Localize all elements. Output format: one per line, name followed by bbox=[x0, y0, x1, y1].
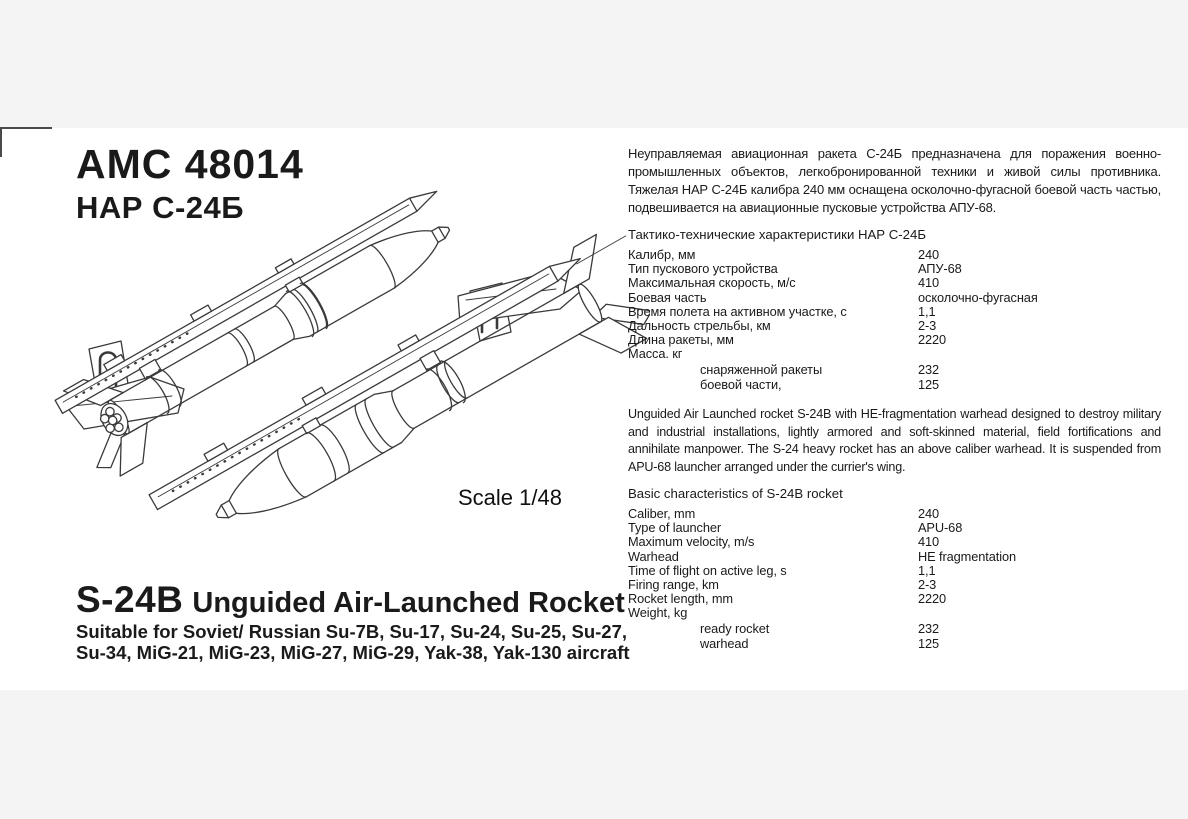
spec-label: Тип пускового устройства bbox=[628, 261, 778, 277]
spec-label: Максимальная скорость, м/с bbox=[628, 275, 796, 291]
corner-crop-mark bbox=[0, 127, 52, 129]
spec-value: 232 bbox=[918, 620, 940, 636]
spec-row bbox=[628, 248, 1161, 262]
spec-value: 240 bbox=[918, 247, 940, 262]
suitable-aircraft-line2: Su-34, MiG-21, MiG-23, MiG-27, MiG-29, Yak-38, Yak-130 aircraft bbox=[76, 642, 630, 663]
spec-label: Боевая часть bbox=[628, 289, 707, 305]
spec-table-title-en: Basic characteristics of S-24B rocket bbox=[628, 486, 843, 502]
spec-label: Длина ракеты, мм bbox=[628, 332, 734, 348]
description-paragraph-ru: Неуправляемая авиационная ракета С-24Б предназначена для поражения военно-промышленных объектов, легкобронированной техники и живой силы противника. Тяжелая НАР С-24Б калибра 240 мм оснащена осколочно-фугасной боевой часть частью, подвешивается на авиационные пусковые устройства АПУ-68. bbox=[628, 146, 1161, 215]
spec-row bbox=[628, 637, 1161, 651]
spec-label: Дальность стрельбы, км bbox=[628, 318, 771, 334]
product-title-subtitle: Unguided Air-Launched Rocket bbox=[192, 587, 625, 619]
spec-value: 125 bbox=[918, 635, 940, 651]
spec-value: 240 bbox=[918, 506, 940, 522]
spec-row bbox=[628, 507, 1161, 521]
spec-label: Caliber, mm bbox=[628, 506, 696, 522]
spec-row bbox=[628, 564, 1161, 578]
spec-table-title-ru: Тактико-технические характеристики НАР С-24Б bbox=[628, 227, 926, 242]
suitable-aircraft bbox=[76, 621, 630, 663]
spec-label: Warhead bbox=[628, 548, 679, 564]
spec-label: Firing range, km bbox=[628, 577, 719, 593]
spec-value: HE fragmentation bbox=[918, 548, 1016, 564]
spec-value: 2-3 bbox=[918, 577, 937, 593]
spec-label: снаряженной ракеты bbox=[700, 361, 823, 377]
product-title-en bbox=[76, 579, 625, 621]
spec-value: APU-68 bbox=[918, 520, 963, 536]
spec-value: 1,1 bbox=[918, 303, 936, 319]
spec-row bbox=[628, 363, 1161, 377]
wing-stub-lower bbox=[458, 272, 582, 341]
spec-label: боевой части, bbox=[700, 376, 782, 392]
product-name-ru: НАР С-24Б bbox=[76, 190, 245, 225]
spec-table-en bbox=[628, 507, 1161, 651]
spec-value: 2-3 bbox=[918, 318, 937, 334]
spec-value: АПУ-68 bbox=[918, 261, 962, 277]
spec-label: ready rocket bbox=[700, 620, 770, 636]
spec-value: 410 bbox=[918, 275, 940, 291]
spec-value: 1,1 bbox=[918, 562, 936, 578]
spec-row bbox=[628, 606, 1161, 620]
spec-row bbox=[628, 578, 1161, 592]
spec-row bbox=[628, 333, 1161, 347]
spec-row bbox=[628, 319, 1161, 333]
rocket-lower bbox=[145, 219, 650, 585]
spec-label: Калибр, мм bbox=[628, 247, 696, 262]
spec-label: Rocket length, mm bbox=[628, 591, 733, 607]
rocket-technical-drawing bbox=[50, 185, 650, 585]
product-title-main: S-24B bbox=[76, 579, 184, 620]
spec-row bbox=[628, 291, 1161, 305]
spec-row bbox=[628, 276, 1161, 290]
spec-row bbox=[628, 378, 1161, 392]
spec-label: Время полета на активном участке, с bbox=[628, 303, 847, 319]
scale-label: Scale 1/48 bbox=[458, 485, 562, 510]
spec-row bbox=[628, 592, 1161, 606]
spec-row bbox=[628, 262, 1161, 276]
spec-value: 125 bbox=[918, 376, 940, 392]
spec-value: 2220 bbox=[918, 332, 947, 348]
spec-row bbox=[628, 622, 1161, 636]
spec-table-ru bbox=[628, 248, 1161, 392]
spec-label: warhead bbox=[700, 635, 749, 651]
spec-row bbox=[628, 305, 1161, 319]
specs-column bbox=[628, 145, 1161, 651]
spec-value: 232 bbox=[918, 361, 940, 377]
spec-label: Time of flight on active leg, s bbox=[628, 562, 787, 578]
spec-label: Weight, kg bbox=[628, 605, 688, 621]
spec-label: Maximum velocity, m/s bbox=[628, 534, 755, 550]
corner-crop-mark bbox=[0, 127, 2, 157]
spec-value: 2220 bbox=[918, 591, 947, 607]
suitable-aircraft-line1: Suitable for Soviet/ Russian Su-7B, Su-17, Su-24, Su-25, Su-27, bbox=[76, 621, 628, 642]
spec-row bbox=[628, 347, 1161, 361]
spec-row bbox=[628, 521, 1161, 535]
description-paragraph-en: Unguided Air Launched rocket S-24B with HE-fragmentation warhead designed to destroy military and industrial installations, lightly armored and soft-skinned material, field fortifications and annihilate manpower. The S-24 heavy rocket has an above caliber warhead. It is suspended from APU-68 launcher arranged under the currier's wing. bbox=[628, 407, 1161, 474]
product-code: AMC 48014 bbox=[76, 141, 304, 187]
spec-label: Type of launcher bbox=[628, 520, 722, 536]
spec-row bbox=[628, 535, 1161, 549]
spec-label: Масса. кг bbox=[628, 346, 683, 362]
spec-value: осколочно-фугасная bbox=[918, 289, 1038, 305]
spec-row bbox=[628, 550, 1161, 564]
spec-value: 410 bbox=[918, 534, 940, 550]
